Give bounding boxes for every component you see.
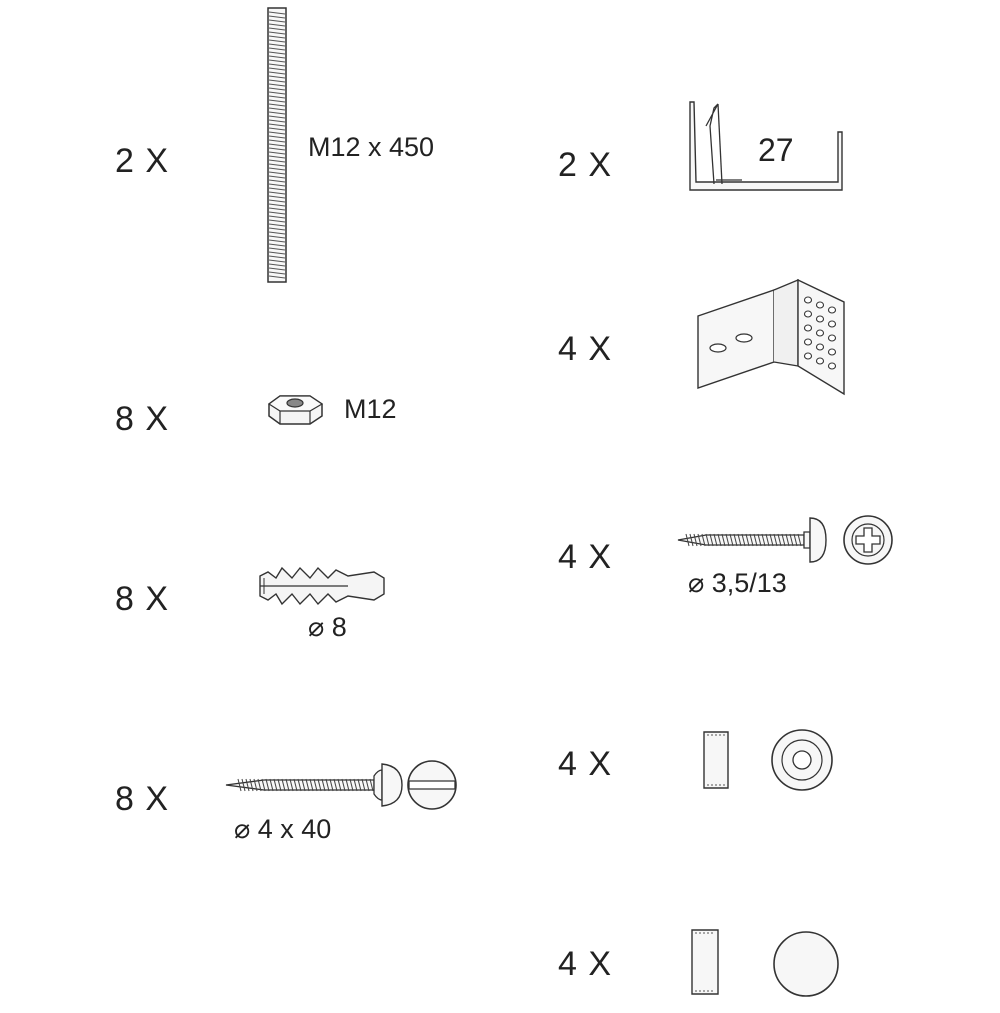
u-bracket-quantity: 2 X	[558, 146, 613, 184]
slotted-screw-quantity: 8 X	[115, 780, 170, 818]
threaded-rod-icon	[264, 6, 290, 286]
u-bracket-label: 27	[758, 132, 794, 168]
hex-nut-icon	[266, 392, 326, 428]
slotted-screw-label: ⌀ 4 x 40	[234, 814, 332, 844]
hex-nut-label: M12	[344, 394, 397, 424]
pad-cap-quantity: 4 X	[558, 945, 613, 983]
phillips-screw-label: ⌀ 3,5/13	[688, 568, 787, 598]
pad-washer-icon	[694, 726, 836, 792]
threaded-rod-label: M12 x 450	[308, 132, 435, 162]
pad-washer-quantity: 4 X	[558, 745, 613, 783]
phillips-screw-icon	[676, 510, 898, 570]
phillips-screw-quantity: 4 X	[558, 538, 613, 576]
threaded-rod-quantity: 2 X	[115, 142, 170, 180]
wall-plug-icon	[256, 562, 388, 610]
wall-plug-quantity: 8 X	[115, 580, 170, 618]
hex-nut-quantity: 8 X	[115, 400, 170, 438]
wall-plug-label: ⌀ 8	[308, 612, 347, 642]
pad-cap-icon	[682, 926, 842, 998]
slotted-screw-icon	[224, 756, 460, 816]
angle-bracket-quantity: 4 X	[558, 330, 613, 368]
angle-bracket-icon	[694, 276, 854, 400]
